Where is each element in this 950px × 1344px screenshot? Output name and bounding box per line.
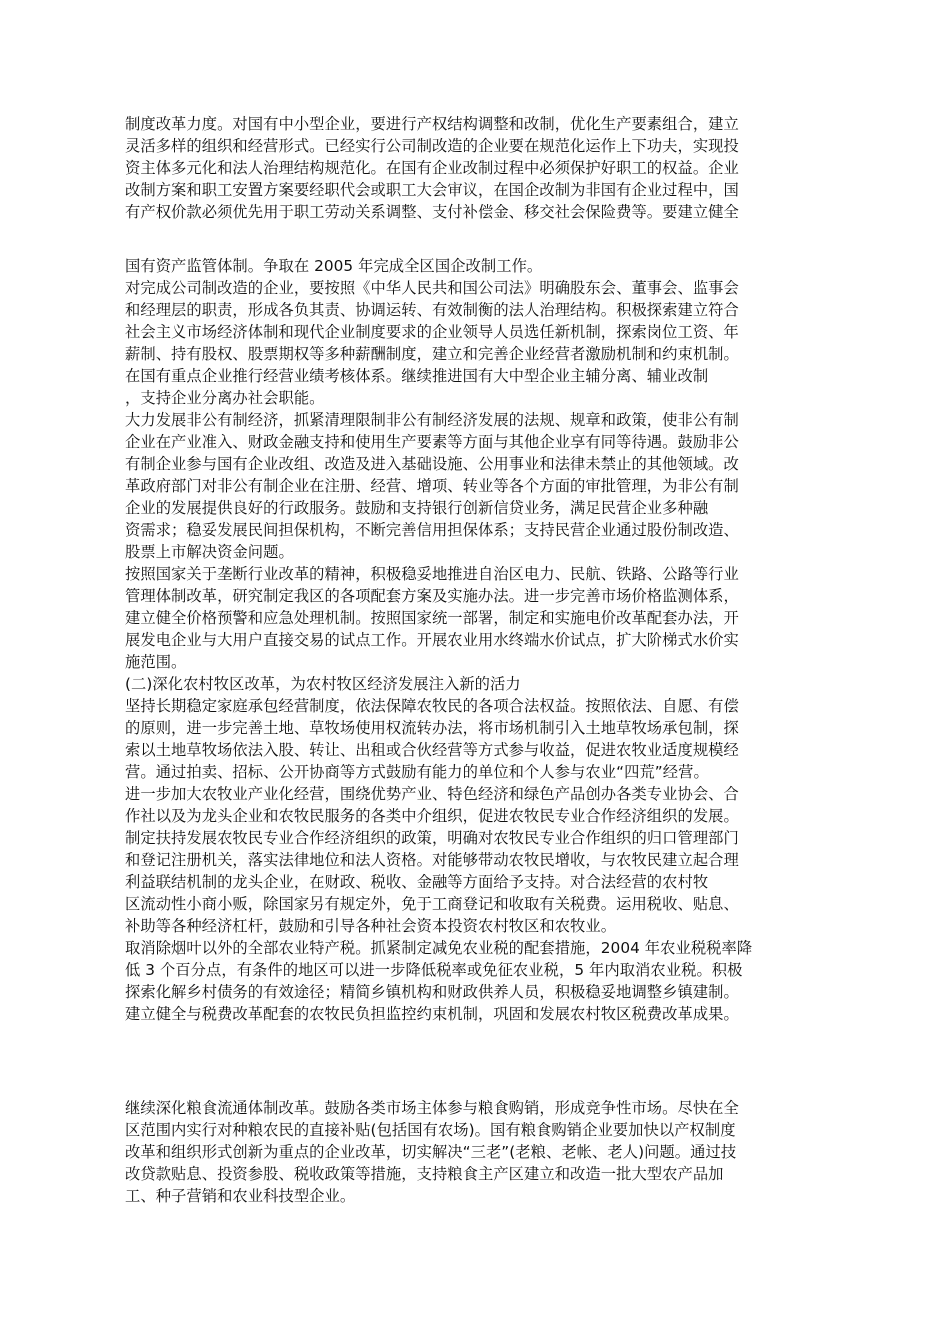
text-line: 利益联结机制的龙头企业，在财政、税收、金融等方面给予支持。对合法经营的农村牧 bbox=[125, 873, 709, 891]
text-line: ，支持企业分离办社会职能。 bbox=[125, 389, 325, 407]
text-line: 建立健全价格预警和应急处理机制。按照国家统一部署，制定和实施电价改革配套办法，开 bbox=[125, 609, 739, 627]
text-line: 作社以及为龙头企业和农牧民服务的各类中介组织，促进农牧民专业合作经济组织的发展。 bbox=[125, 807, 739, 825]
text-line: 工、种子营销和农业科技型企业。 bbox=[125, 1187, 356, 1205]
text-line: 展发电企业与大用户直接交易的试点工作。开展农业用水终端水价试点，扩大阶梯式水价实 bbox=[125, 631, 739, 649]
text-line: 改革和组织形式创新为重点的企业改革，切实解决“三老”(老粮、老帐、老人)问题。通过技 bbox=[125, 1143, 737, 1161]
text-line: 索以土地草牧场依法入股、转让、出租或合伙经营等方式参与收益，促进农牧业适度规模经 bbox=[125, 741, 739, 759]
text-line: 制度改革力度。对国有中小型企业，要进行产权结构调整和改制，优化生产要素组合，建立 bbox=[125, 115, 739, 133]
text-line: 坚持长期稳定家庭承包经营制度，依法保障农牧民的各项合法权益。按照依法、自愿、有偿 bbox=[125, 697, 739, 715]
text-line: 施范围。 bbox=[125, 653, 187, 671]
text-line: 社会主义市场经济体制和现代企业制度要求的企业领导人员选任新机制，探索岗位工资、年 bbox=[125, 323, 739, 341]
text-line: 改制方案和职工安置方案要经职代会或职工大会审议，在国企改制为非国有企业过程中，国 bbox=[125, 181, 739, 199]
text-line: 区流动性小商小贩，除国家另有规定外，免于工商登记和收取有关税费。运用税收、贴息、 bbox=[125, 895, 739, 913]
text-line: 按照国家关于垄断行业改革的精神，积极稳妥地推进自治区电力、民航、铁路、公路等行业 bbox=[125, 565, 739, 583]
text-line: 资需求；稳妥发展民间担保机构，不断完善信用担保体系；支持民营企业通过股份制改造、 bbox=[125, 521, 739, 539]
text-line: 制定扶持发展农牧民专业合作经济组织的政策，明确对农牧民专业合作组织的归口管理部门 bbox=[125, 829, 739, 847]
text-line: (二)深化农村牧区改革，为农村牧区经济发展注入新的活力 bbox=[125, 675, 521, 693]
text-line: 取消除烟叶以外的全部农业特产税。抓紧制定减免农业税的配套措施，2004 年农业税税率降 bbox=[125, 939, 753, 957]
text-line: 灵活多样的组织和经营形式。已经实行公司制改造的企业要在规范化运作上下功夫，实现投 bbox=[125, 137, 739, 155]
text-line: 营。通过拍卖、招标、公开协商等方式鼓励有能力的单位和个人参与农业“四荒”经营。 bbox=[125, 763, 709, 781]
text-line: 低 3 个百分点，有条件的地区可以进一步降低税率或免征农业税，5 年内取消农业税。积极 bbox=[125, 961, 743, 979]
text-line: 和经理层的职责，形成各负其责、协调运转、有效制衡的法人治理结构。积极探索建立符合 bbox=[125, 301, 739, 319]
text-line: 和登记注册机关，落实法律地位和法人资格。对能够带动农牧民增收，与农牧民建立起合理 bbox=[125, 851, 739, 869]
text-line: 对完成公司制改造的企业，要按照《中华人民共和国公司法》明确股东会、董事会、监事会 bbox=[125, 279, 739, 297]
text-line: 薪制、持有股权、股票期权等多种薪酬制度，建立和完善企业经营者激励机制和约束机制。 bbox=[125, 345, 739, 363]
text-line: 大力发展非公有制经济，抓紧清理限制非公有制经济发展的法规、规章和政策，使非公有制 bbox=[125, 411, 739, 429]
text-line: 有制企业参与国有企业改组、改造及进入基础设施、公用事业和法律未禁止的其他领域。改 bbox=[125, 455, 739, 473]
text-line: 管理体制改革，研究制定我区的各项配套方案及实施办法。进一步完善市场价格监测体系， bbox=[125, 587, 739, 605]
text-line: 补助等各种经济杠杆，鼓励和引导各种社会资本投资农村牧区和农牧业。 bbox=[125, 917, 617, 935]
text-line: 企业的发展提供良好的行政服务。鼓励和支持银行创新信贷业务，满足民营企业多种融 bbox=[125, 499, 709, 517]
text-line: 资主体多元化和法人治理结构规范化。在国有企业改制过程中必须保护好职工的权益。企业 bbox=[125, 159, 739, 177]
text-line: 有产权价款必须优先用于职工劳动关系调整、支付补偿金、移交社会保险费等。要建立健全 bbox=[125, 203, 739, 221]
text-line: 改贷款贴息、投资参股、税收政策等措施，支持粮食主产区建立和改造一批大型农产品加 bbox=[125, 1165, 724, 1183]
text-line: 在国有重点企业推行经营业绩考核体系。继续推进国有大中型企业主辅分离、辅业改制 bbox=[125, 367, 709, 385]
text-line: 的原则，进一步完善土地、草牧场使用权流转办法，将市场机制引入土地草牧场承包制，探 bbox=[125, 719, 739, 737]
text-line: 企业在产业准入、财政金融支持和使用生产要素等方面与其他企业享有同等待遇。鼓励非公 bbox=[125, 433, 739, 451]
text-line: 探索化解乡村债务的有效途径；精简乡镇机构和财政供养人员，积极稳妥地调整乡镇建制。 bbox=[125, 983, 739, 1001]
text-line: 继续深化粮食流通体制改革。鼓励各类市场主体参与粮食购销，形成竞争性市场。尽快在全 bbox=[125, 1099, 739, 1117]
paragraph-block-1 bbox=[125, 113, 837, 223]
text-line: 建立健全与税费改革配套的农牧民负担监控约束机制，巩固和发展农村牧区税费改革成果。 bbox=[125, 1005, 739, 1023]
text-line: 股票上市解决资金问题。 bbox=[125, 543, 294, 561]
paragraph-block-3 bbox=[125, 1097, 837, 1207]
text-line: 国有资产监管体制。争取在 2005 年完成全区国企改制工作。 bbox=[125, 257, 543, 275]
text-line: 区范围内实行对种粮农民的直接补贴(包括国有农场)。国有粮食购销企业要加快以产权制度 bbox=[125, 1121, 736, 1139]
paragraph-block-2 bbox=[125, 255, 837, 1025]
text-line: 革政府部门对非公有制企业在注册、经营、增项、转业等各个方面的审批管理，为非公有制 bbox=[125, 477, 739, 495]
text-line: 进一步加大农牧业产业化经营，围绕优势产业、特色经济和绿色产品创办各类专业协会、合 bbox=[125, 785, 739, 803]
